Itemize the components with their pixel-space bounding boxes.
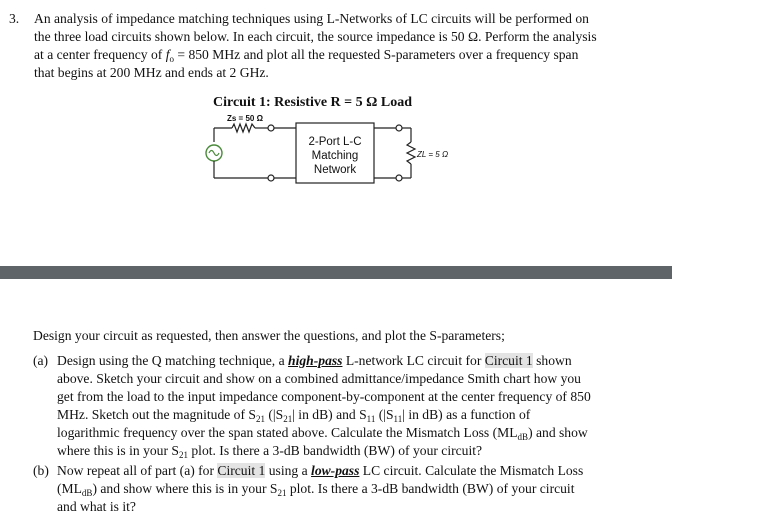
intro-line-3: at a center frequency of $f_o = 850$ MHz and plot all the requested S-parameters over a frequency span	[34, 47, 579, 64]
part-b-text	[57, 462, 657, 516]
output-terminal-top	[396, 125, 402, 131]
input-terminal-bottom	[268, 175, 274, 181]
ac-wave	[209, 151, 219, 156]
part-b-line-3: and what is it?	[57, 499, 136, 514]
part-a-label: (a)	[33, 353, 49, 368]
part-b-label: (b)	[33, 463, 49, 478]
part-a-line-6: where this is in your $S_{21}$ plot. Is there a 3-dB bandwidth (BW) of your circuit?	[57, 443, 483, 460]
source-impedance-label: Zs = 50 Ω	[227, 114, 263, 123]
load-impedance-label: ZL = 5 Ω	[417, 150, 449, 159]
output-terminal-bottom	[396, 175, 402, 181]
part-a-line-2: above. Sketch your circuit and show on a combined admittance/impedance Smith chart how you	[57, 371, 581, 386]
part-b-line-2: $(ML_{dB})$ and show where this is in your $S_{21}$ plot. Is there a 3-dB bandwidth (BW) of your circuit	[57, 481, 575, 498]
problem-number: 3.	[9, 11, 20, 26]
load-resistor	[407, 142, 415, 164]
problem-intro	[34, 10, 644, 82]
part-a-line-4: MHz. Sketch out the magnitude of $S_{21}$ ($|S_{21}|$ in dB) and $S_{11}$ ($|S_{11}|$ in dB) as a function of	[57, 407, 531, 424]
intro-line-4: that begins at 200 MHz and ends at 2 GHz.	[34, 65, 269, 80]
circuit-title: Circuit 1: Resistive R = 5 Ω Load	[213, 95, 412, 110]
input-terminal-top	[268, 125, 274, 131]
part-a-line-1: Design using the Q matching technique, a high-pass L-network LC circuit for Circuit 1 shown	[57, 353, 572, 368]
box-line-2: Matching	[311, 150, 359, 162]
box-line-3: Network	[313, 164, 357, 176]
intro-line-2: the three load circuits shown below. In each circuit, the source impedance is 50 Ω. Perform the analysis	[34, 29, 597, 44]
part-a-line-3: get from the load to the input impedance component-by-component at the center frequency of 850	[57, 389, 591, 404]
part-a-line-5: logarithmic frequency over the span stated above. Calculate the Mismatch Loss $(ML_{dB})$ and show	[57, 425, 588, 442]
intro-line-1: An analysis of impedance matching techniques using L-Networks of LC circuits will be performed on	[34, 11, 589, 26]
divider-bar	[0, 266, 672, 279]
matching-network-label	[297, 135, 373, 177]
part-a-text	[57, 352, 657, 460]
source-resistor	[232, 124, 255, 132]
design-instruction: Design your circuit as requested, then answer the questions, and plot the S-parameters;	[33, 328, 505, 343]
box-line-1: 2-Port L-C	[308, 136, 362, 148]
part-b-line-1: Now repeat all of part (a) for Circuit 1 using a low-pass LC circuit. Calculate the Mismatch Loss	[57, 463, 584, 478]
